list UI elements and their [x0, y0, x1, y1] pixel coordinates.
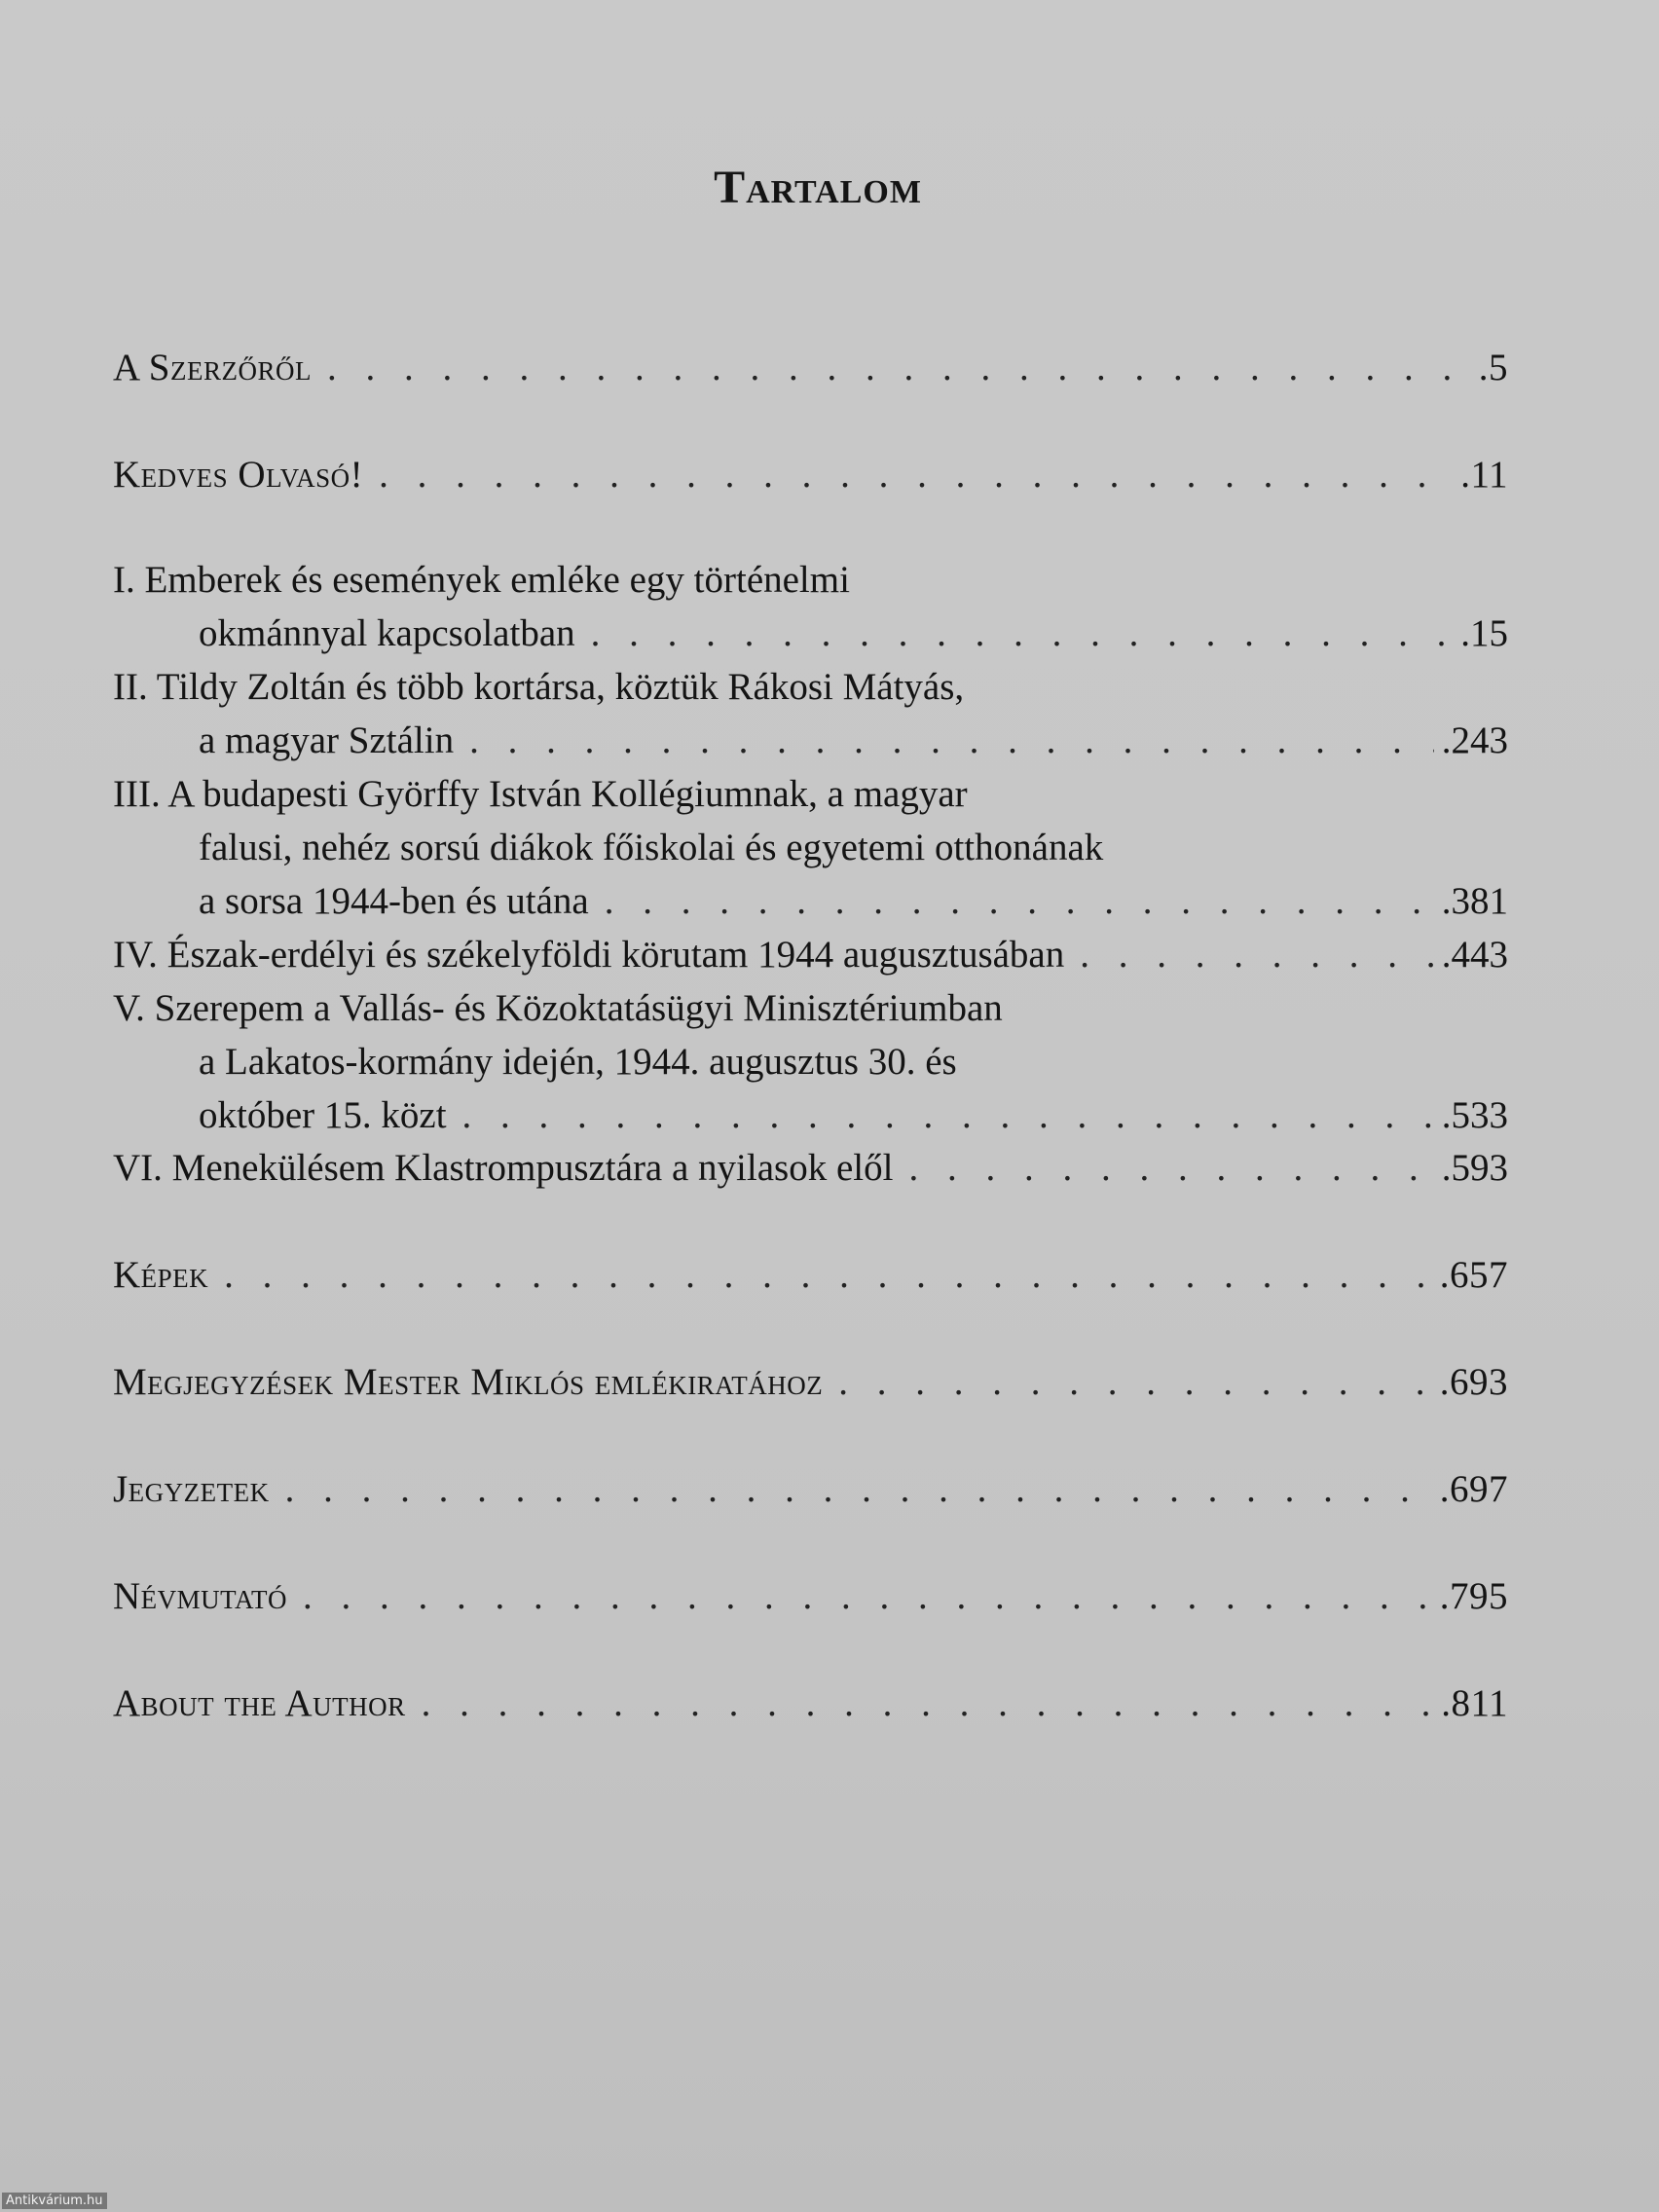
watermark: Antikvárium.hu	[2, 2193, 107, 2209]
toc-entry-about-the-author	[113, 1677, 1508, 1730]
toc-entry-title: I. Emberek és események emléke egy történelmi	[113, 559, 850, 601]
dot-leader	[303, 1569, 1432, 1623]
dot-leader	[379, 448, 1453, 501]
toc-entry-jegyzetek	[113, 1462, 1508, 1516]
toc-entry-chapter-1	[113, 553, 1508, 660]
toc-page-number: .693	[1439, 1361, 1508, 1403]
dot-leader	[462, 1088, 1434, 1142]
toc-entry-nevmutato	[113, 1569, 1508, 1623]
toc-entry-title-continued: a magyar Sztálin	[199, 719, 455, 761]
toc-page-number: .381	[1441, 880, 1508, 922]
toc-entry-title: Kedves Olvasó!	[113, 454, 364, 496]
toc-page-number: .243	[1441, 719, 1508, 761]
toc-entry-title: II. Tildy Zoltán és több kortársa, köztük Rákosi Mátyás,	[113, 666, 965, 708]
dot-leader	[605, 874, 1434, 928]
toc-entry-chapter-5	[113, 981, 1508, 1142]
toc-entry-title: About the Author	[113, 1682, 406, 1724]
dot-leader	[908, 1141, 1433, 1195]
toc-entry-title: Jegyzetek	[113, 1468, 270, 1510]
toc-entry-title: VI. Menekülésem Klastrompusztára a nyilasok elől	[113, 1147, 894, 1189]
toc-page-number: .657	[1439, 1254, 1508, 1296]
toc-entry-title-continued: okmánnyal kapcsolatban	[199, 612, 575, 654]
toc-entry-kedves-olvaso	[113, 448, 1508, 501]
toc-page-number: .697	[1439, 1468, 1508, 1510]
toc-page-number: .11	[1460, 454, 1508, 496]
toc-entry-title-continued: falusi, nehéz sorsú diákok főiskolai és egyetemi otthonának	[199, 827, 1104, 868]
toc-entry-chapter-4	[113, 928, 1508, 981]
toc-page-number: .795	[1439, 1575, 1508, 1617]
toc-page-number: .593	[1441, 1147, 1508, 1189]
dot-leader	[327, 341, 1471, 394]
toc-entry-a-szerzorol	[113, 341, 1508, 394]
toc-entry-chapter-6	[113, 1141, 1508, 1195]
toc-entry-title: V. Szerepem a Vallás- és Közoktatásügyi Minisztériumban	[113, 987, 1003, 1029]
dot-leader	[469, 714, 1434, 767]
dot-leader	[838, 1355, 1432, 1409]
toc-entry-title: Névmutató	[113, 1575, 287, 1617]
dot-leader	[1080, 928, 1434, 981]
toc-entry-megjegyzesek	[113, 1355, 1508, 1409]
toc-entry-title: III. A budapesti Györffy István Kollégiumnak, a magyar	[113, 773, 968, 815]
toc-page-number: .533	[1441, 1094, 1508, 1136]
toc-entry-title: Képek	[113, 1254, 209, 1296]
toc-entry-title-continued: a Lakatos-kormány idején, 1944. augusztus 30. és	[199, 1041, 957, 1083]
page-title: Tartalom	[714, 162, 922, 213]
toc-entry-title-continued: október 15. közt	[199, 1094, 447, 1136]
toc-entry-title: A Szerzőről	[113, 347, 312, 388]
toc-entry-title: Megjegyzések Mester Miklós emlékiratához	[113, 1361, 824, 1403]
dot-leader	[422, 1677, 1434, 1730]
toc-entry-title: IV. Észak-erdélyi és székelyföldi körutam 1944 augusztusában	[113, 934, 1065, 976]
dot-leader	[224, 1248, 1432, 1302]
toc-entry-chapter-3	[113, 767, 1508, 928]
toc-entry-chapter-2	[113, 660, 1508, 767]
dot-leader	[285, 1462, 1432, 1516]
toc-page-number: .443	[1441, 934, 1508, 976]
toc-entry-kepek	[113, 1248, 1508, 1302]
toc-page-number: .5	[1478, 347, 1508, 388]
toc-entry-title-continued: a sorsa 1944-ben és utána	[199, 880, 589, 922]
toc-page-number: .811	[1441, 1682, 1508, 1724]
toc-page-number: .15	[1460, 612, 1508, 654]
dot-leader	[591, 607, 1454, 660]
